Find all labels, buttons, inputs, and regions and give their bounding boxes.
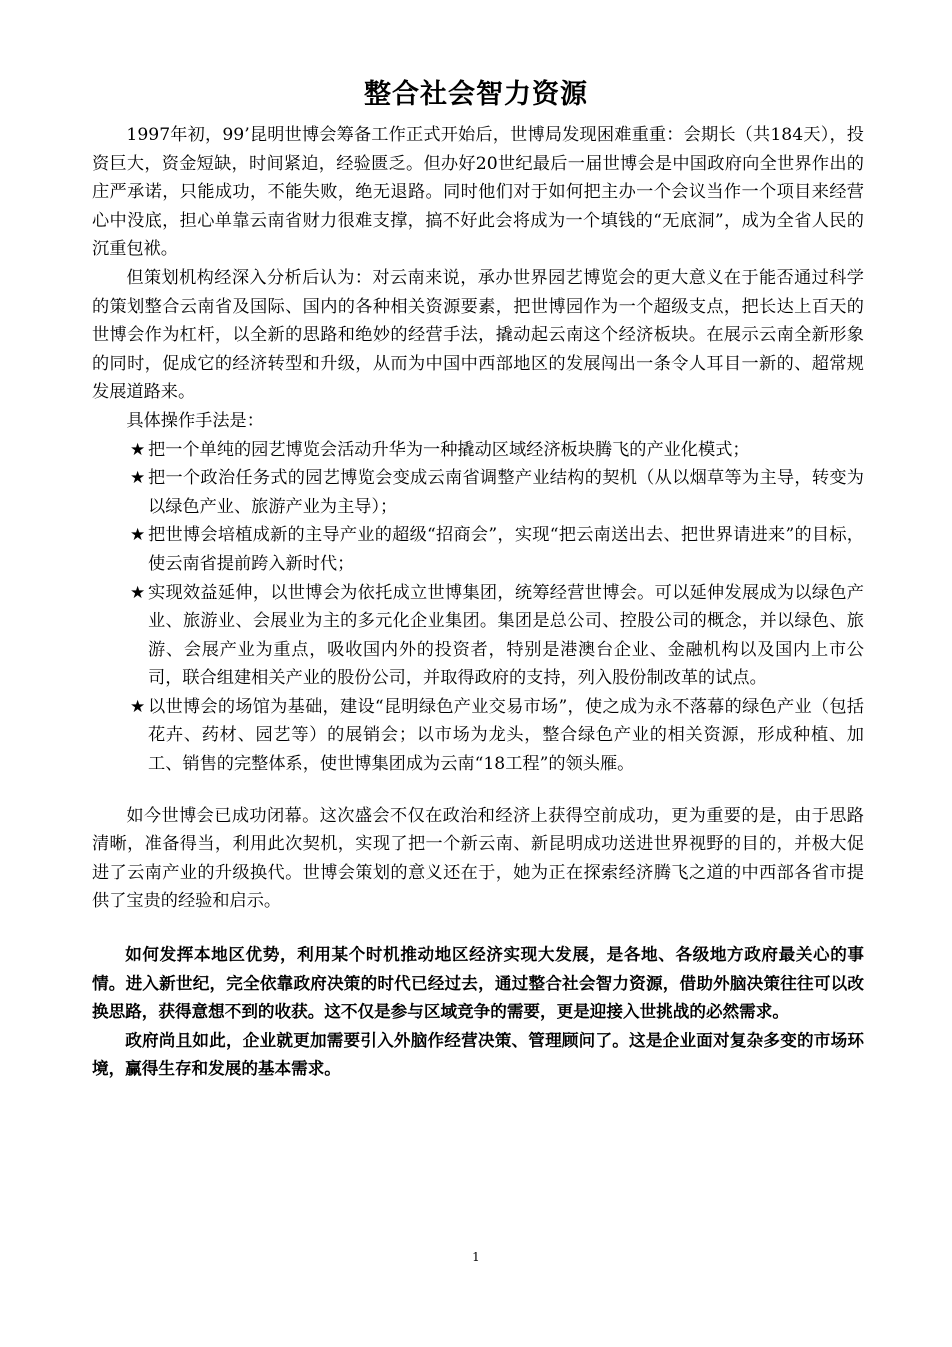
document-title: 整合社会智力资源: [364, 79, 588, 110]
star-icon: ★: [130, 696, 146, 717]
bullet-text: 实现效益延伸，以世博会为依托成立世博集团，统筹经营世博会。可以延伸发展成为以绿色产业、旅游业、会展业为主的多元化企业集团。集团是总公司、控股公司的概念，并以绿色、旅游、会展产业为重点，吸收国内外的投资者，特别是港澳台企业、金融机构以及国内上市公司，联合组建相关产业的股份公司，并取得政府的支持，列入股份制改革的试点。: [148, 582, 864, 689]
paragraph-background: 1997年初，99’昆明世博会筹备工作正式开始后，世博局发现困难重重：会期长（共184天），投资巨大，资金短缺，时间紧迫，经验匮乏。但办好20世纪最后一届世博会是中国政府向全世界作出的庄严承诺，只能成功，不能失败，绝无退路。同时他们对于如何把主办一个会议当作一个项目来经营心中没底，担心单靠云南省财力很难支撑，搞不好此会将成为一个填钱的“无底洞”，成为全省人民的沉重包袱。: [92, 125, 864, 260]
bullet-item: [130, 693, 864, 779]
paragraph-analysis: 但策划机构经深入分析后认为：对云南来说，承办世界园艺博览会的更大意义在于能否通过科学的策划整合云南省及国际、国内的各种相关资源要素，把世博园作为一个超级支点，把长达上百天的世博会作为杠杆，以全新的思路和绝妙的经营手法，撬动起云南这个经济板块。在展示云南全新形象的同时，促成它的经济转型和升级，从而为中国中西部地区的发展闯出一条令人耳目一新的、超常规发展道路来。: [92, 267, 864, 403]
bullet-text: 把世博会培植成新的主导产业的超级“招商会”，实现“把云南送出去、把世界请进来”的目标，使云南省提前跨入新时代；: [148, 525, 864, 574]
spacer: [92, 916, 864, 941]
spacer: [92, 779, 864, 802]
star-icon: ★: [130, 582, 146, 603]
bullet-item: [130, 464, 864, 521]
bullet-item: [130, 521, 864, 578]
page-number: 1: [472, 1250, 480, 1264]
bold-paragraph-government: 如何发挥本地区优势，利用某个时机推动地区经济实现大发展，是各地、各级地方政府最关心的事情。进入新世纪，完全依靠政府决策的时代已经过去，通过整合社会智力资源，借助外脑决策往往可以改换思路，获得意想不到的收获。这不仅是参与区域竞争的需要，更是迎接入世挑战的必然需求。: [92, 945, 864, 1022]
bullet-item: [130, 436, 864, 465]
paragraph-methods-intro: 具体操作手法是：: [126, 410, 264, 431]
bullet-item: [130, 579, 864, 693]
bold-paragraph-enterprise: 政府尚且如此，企业就更加需要引入外脑作经营决策、管理顾问了。这是企业面对复杂多变的市场环境，赢得生存和发展的基本需求。: [92, 1030, 864, 1079]
bullet-text: 以世博会的场馆为基础，建设“昆明绿色产业交易市场”，使之成为永不落幕的绿色产业（包括花卉、药材、园艺等）的展销会；以市场为龙头，整合绿色产业的相关资源，形成种植、加工、销售的完整体系，使世博集团成为云南“18工程”的领头雁。: [148, 696, 864, 775]
star-icon: ★: [130, 525, 146, 546]
document-body: [92, 121, 864, 1084]
paragraph-conclusion: 如今世博会已成功闭幕。这次盛会不仅在政治和经济上获得空前成功，更为重要的是，由于思路清晰，准备得当，利用此次契机，实现了把一个新云南、新昆明成功送进世界视野的目的，并极大促进了云南产业的升级换代。世博会策划的意义还在于，她为正在探索经济腾飞之道的中西部各省市提供了宝贵的经验和启示。: [92, 805, 864, 912]
bullet-text: 把一个单纯的园艺博览会活动升华为一种撬动区域经济板块腾飞的产业化模式；: [148, 439, 750, 460]
star-icon: ★: [130, 468, 146, 489]
bullet-text: 把一个政治任务式的园艺博览会变成云南省调整产业结构的契机（从以烟草等为主导，转变为以绿色产业、旅游产业为主导）；: [148, 468, 864, 517]
star-icon: ★: [130, 439, 146, 460]
